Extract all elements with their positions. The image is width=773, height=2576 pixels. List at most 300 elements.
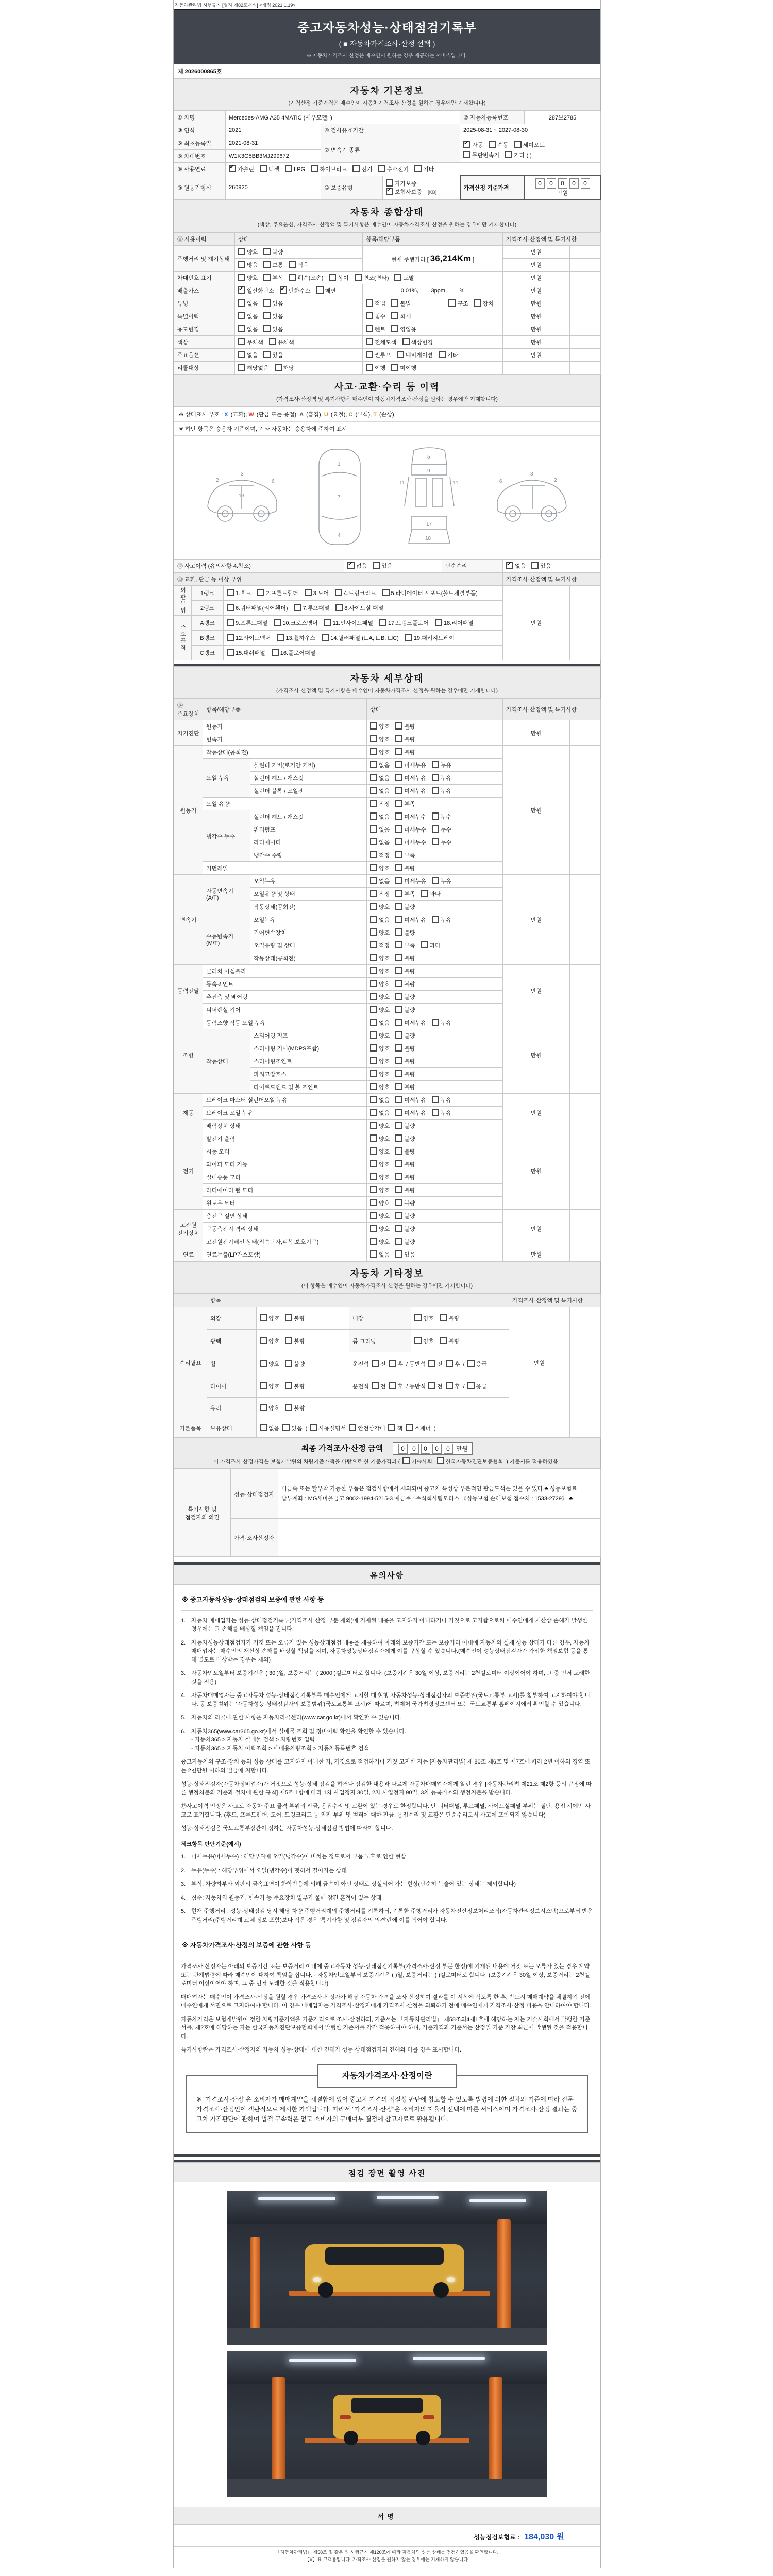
checkbox-icon[interactable]: [366, 364, 373, 371]
checkbox-option[interactable]: [370, 1044, 390, 1053]
checkbox-option[interactable]: [395, 838, 426, 846]
checkbox-icon[interactable]: [322, 634, 329, 641]
checkbox-icon[interactable]: [395, 1006, 402, 1013]
checkbox-icon[interactable]: [439, 351, 446, 358]
checkbox-icon[interactable]: [395, 1109, 402, 1116]
checkbox-option[interactable]: [388, 1424, 402, 1432]
checkbox-icon[interactable]: [370, 735, 377, 742]
checkbox-option[interactable]: [446, 1382, 460, 1391]
checkbox-option[interactable]: [260, 1424, 279, 1432]
checkbox-icon[interactable]: [260, 165, 267, 172]
checkbox-icon[interactable]: [395, 838, 402, 845]
checkbox-option[interactable]: [467, 1382, 487, 1391]
checkbox-option[interactable]: [370, 928, 390, 937]
checkbox-option[interactable]: [432, 838, 451, 846]
checkbox-option[interactable]: [260, 1404, 279, 1412]
checkbox-option[interactable]: [395, 1019, 426, 1027]
checkbox-icon[interactable]: [370, 1109, 377, 1116]
checkbox-icon[interactable]: [395, 954, 402, 961]
checkbox-icon[interactable]: [370, 774, 377, 781]
checkbox-icon[interactable]: [421, 890, 428, 897]
checkbox-icon[interactable]: [395, 1238, 402, 1245]
checkbox-option[interactable]: [366, 338, 397, 346]
checkbox-icon[interactable]: [432, 1096, 439, 1103]
checkbox-option[interactable]: [238, 325, 258, 333]
checkbox-option[interactable]: [238, 274, 258, 282]
checkbox-option[interactable]: [285, 1404, 305, 1412]
checkbox-option[interactable]: [432, 916, 451, 924]
checkbox-option[interactable]: [439, 351, 458, 359]
checkbox-option[interactable]: [414, 165, 434, 173]
checkbox-option[interactable]: [285, 1314, 305, 1323]
checkbox-option[interactable]: [391, 325, 416, 333]
checkbox-icon[interactable]: [370, 838, 377, 845]
checkbox-option[interactable]: [437, 1457, 503, 1465]
checkbox-option[interactable]: [263, 274, 283, 282]
checkbox-option[interactable]: [395, 1173, 415, 1181]
checkbox-icon[interactable]: [263, 248, 271, 255]
checkbox-icon[interactable]: [370, 1186, 377, 1193]
checkbox-icon[interactable]: [370, 1070, 377, 1077]
checkbox-icon[interactable]: [370, 864, 377, 871]
checkbox-option[interactable]: [432, 1019, 451, 1027]
checkbox-option[interactable]: [370, 1225, 390, 1233]
checkbox-option[interactable]: [395, 1186, 415, 1194]
checkbox-option[interactable]: [463, 141, 483, 149]
checkbox-icon[interactable]: [370, 851, 377, 858]
checkbox-icon[interactable]: [395, 864, 402, 871]
checkbox-option[interactable]: [355, 274, 389, 282]
checkbox-icon[interactable]: [386, 188, 393, 195]
checkbox-icon[interactable]: [263, 351, 271, 358]
checkbox-icon[interactable]: [238, 312, 245, 319]
checkbox-option[interactable]: [395, 787, 426, 795]
checkbox-option[interactable]: [378, 165, 409, 173]
checkbox-option[interactable]: [428, 1360, 443, 1368]
checkbox-icon[interactable]: [395, 928, 402, 936]
checkbox-icon[interactable]: [277, 634, 284, 641]
checkbox-icon[interactable]: [432, 774, 439, 781]
checkbox-option[interactable]: [366, 299, 385, 308]
part-checkbox-item[interactable]: [294, 604, 330, 612]
checkbox-icon[interactable]: [238, 274, 245, 281]
checkbox-icon[interactable]: [395, 1186, 402, 1193]
checkbox-option[interactable]: [366, 364, 385, 372]
checkbox-option[interactable]: [395, 967, 415, 975]
checkbox-icon[interactable]: [238, 351, 245, 358]
checkbox-icon[interactable]: [366, 299, 373, 307]
checkbox-option[interactable]: [352, 165, 372, 173]
checkbox-option[interactable]: [370, 1122, 390, 1130]
checkbox-icon[interactable]: [428, 1360, 435, 1367]
checkbox-option[interactable]: [373, 562, 392, 570]
checkbox-option[interactable]: [260, 165, 279, 173]
checkbox-icon[interactable]: [370, 1057, 377, 1064]
checkbox-icon[interactable]: [386, 179, 393, 187]
checkbox-option[interactable]: [329, 274, 348, 282]
checkbox-icon[interactable]: [227, 604, 234, 611]
checkbox-icon[interactable]: [437, 1457, 444, 1464]
checkbox-icon[interactable]: [370, 1134, 377, 1142]
checkbox-option[interactable]: [395, 1096, 426, 1104]
checkbox-icon[interactable]: [227, 589, 234, 596]
checkbox-icon[interactable]: [347, 562, 355, 569]
checkbox-icon[interactable]: [285, 1382, 292, 1389]
checkbox-option[interactable]: [238, 261, 258, 269]
checkbox-option[interactable]: [370, 1250, 390, 1259]
checkbox-icon[interactable]: [432, 1019, 439, 1026]
price-digit[interactable]: 0: [410, 1444, 419, 1454]
checkbox-option[interactable]: [370, 1134, 390, 1143]
checkbox-option[interactable]: [395, 916, 426, 924]
checkbox-option[interactable]: [440, 1337, 459, 1345]
checkbox-option[interactable]: [370, 1186, 390, 1194]
checkbox-option[interactable]: [506, 562, 526, 570]
checkbox-option[interactable]: [229, 165, 254, 173]
checkbox-option[interactable]: [395, 1147, 415, 1156]
checkbox-icon[interactable]: [285, 1337, 292, 1344]
checkbox-icon[interactable]: [391, 312, 398, 319]
checkbox-option[interactable]: [370, 1147, 390, 1156]
checkbox-icon[interactable]: [428, 1382, 435, 1389]
checkbox-icon[interactable]: [414, 1314, 422, 1321]
checkbox-option[interactable]: [370, 825, 390, 834]
checkbox-option[interactable]: [370, 1212, 390, 1220]
checkbox-option[interactable]: [432, 761, 451, 769]
checkbox-icon[interactable]: [370, 1044, 377, 1052]
checkbox-icon[interactable]: [432, 761, 439, 768]
checkbox-icon[interactable]: [391, 299, 398, 307]
checkbox-icon[interactable]: [229, 165, 236, 172]
checkbox-option[interactable]: [370, 980, 390, 988]
checkbox-icon[interactable]: [395, 1031, 402, 1039]
checkbox-option[interactable]: [238, 299, 258, 308]
checkbox-option[interactable]: [395, 1212, 415, 1220]
checkbox-icon[interactable]: [370, 1006, 377, 1013]
checkbox-icon[interactable]: [263, 299, 271, 307]
checkbox-icon[interactable]: [305, 589, 312, 596]
checkbox-icon[interactable]: [370, 722, 377, 730]
checkbox-icon[interactable]: [421, 941, 428, 948]
checkbox-icon[interactable]: [370, 825, 377, 833]
checkbox-icon[interactable]: [238, 338, 245, 345]
checkbox-option[interactable]: [395, 735, 415, 743]
checkbox-icon[interactable]: [463, 141, 470, 148]
checkbox-option[interactable]: [386, 188, 422, 196]
price-digit[interactable]: 0: [569, 178, 579, 189]
checkbox-option[interactable]: [370, 851, 390, 859]
checkbox-icon[interactable]: [257, 589, 264, 596]
checkbox-icon[interactable]: [382, 589, 390, 596]
checkbox-icon[interactable]: [395, 761, 402, 768]
checkbox-option[interactable]: [310, 1424, 346, 1432]
checkbox-icon[interactable]: [379, 619, 386, 626]
checkbox-icon[interactable]: [370, 980, 377, 987]
checkbox-option[interactable]: [370, 1083, 390, 1091]
part-checkbox-item[interactable]: [272, 649, 315, 657]
checkbox-option[interactable]: [395, 1070, 415, 1078]
price-digit[interactable]: 0: [444, 1444, 453, 1454]
checkbox-icon[interactable]: [238, 325, 245, 332]
part-checkbox-item[interactable]: [227, 649, 265, 657]
checkbox-icon[interactable]: [370, 1019, 377, 1026]
checkbox-icon[interactable]: [505, 151, 512, 158]
checkbox-icon[interactable]: [335, 589, 342, 596]
checkbox-option[interactable]: [432, 825, 451, 834]
price-digit[interactable]: 0: [547, 178, 556, 189]
checkbox-option[interactable]: [263, 248, 283, 256]
checkbox-icon[interactable]: [474, 299, 481, 307]
checkbox-option[interactable]: [395, 800, 415, 808]
part-checkbox-item[interactable]: [382, 589, 478, 597]
checkbox-option[interactable]: [406, 1424, 431, 1432]
checkbox-option[interactable]: [370, 1160, 390, 1168]
part-checkbox-item[interactable]: [257, 589, 298, 597]
checkbox-icon[interactable]: [238, 286, 245, 294]
checkbox-icon[interactable]: [395, 812, 402, 820]
checkbox-icon[interactable]: [395, 722, 402, 730]
checkbox-option[interactable]: [395, 993, 415, 1001]
checkbox-icon[interactable]: [514, 141, 522, 148]
checkbox-option[interactable]: [440, 1314, 459, 1323]
part-checkbox-item[interactable]: [277, 634, 315, 642]
checkbox-option[interactable]: [394, 274, 414, 282]
checkbox-icon[interactable]: [395, 851, 402, 858]
checkbox-icon[interactable]: [432, 812, 439, 820]
checkbox-icon[interactable]: [395, 748, 402, 755]
part-checkbox-item[interactable]: [435, 619, 474, 627]
checkbox-icon[interactable]: [260, 1424, 267, 1431]
checkbox-option[interactable]: [395, 1199, 415, 1207]
checkbox-option[interactable]: [263, 325, 283, 333]
checkbox-icon[interactable]: [272, 649, 279, 656]
checkbox-icon[interactable]: [366, 351, 373, 358]
checkbox-option[interactable]: [370, 1006, 390, 1014]
checkbox-icon[interactable]: [370, 1225, 377, 1232]
checkbox-icon[interactable]: [370, 1083, 377, 1090]
checkbox-icon[interactable]: [285, 1360, 292, 1367]
checkbox-option[interactable]: [370, 1238, 390, 1246]
checkbox-icon[interactable]: [227, 619, 234, 626]
checkbox-icon[interactable]: [370, 1096, 377, 1103]
checkbox-option[interactable]: [370, 787, 390, 795]
checkbox-option[interactable]: [432, 1096, 451, 1104]
checkbox-option[interactable]: [347, 562, 367, 570]
checkbox-option[interactable]: [395, 748, 415, 756]
checkbox-icon[interactable]: [370, 812, 377, 820]
checkbox-option[interactable]: [391, 299, 411, 308]
part-checkbox-item[interactable]: [405, 634, 455, 642]
checkbox-icon[interactable]: [238, 299, 245, 307]
checkbox-option[interactable]: [370, 993, 390, 1001]
price-digit[interactable]: 0: [432, 1444, 442, 1454]
checkbox-icon[interactable]: [238, 261, 245, 268]
checkbox-icon[interactable]: [395, 1225, 402, 1232]
checkbox-option[interactable]: [395, 722, 415, 731]
checkbox-option[interactable]: [395, 1134, 415, 1143]
checkbox-option[interactable]: [349, 1424, 385, 1432]
checkbox-option[interactable]: [395, 1238, 415, 1246]
checkbox-icon[interactable]: [395, 774, 402, 781]
checkbox-icon[interactable]: [467, 1382, 475, 1389]
checkbox-option[interactable]: [260, 1314, 279, 1323]
checkbox-icon[interactable]: [440, 1337, 447, 1344]
checkbox-icon[interactable]: [395, 1134, 402, 1142]
checkbox-option[interactable]: [269, 338, 294, 346]
checkbox-icon[interactable]: [395, 1044, 402, 1052]
checkbox-option[interactable]: [448, 299, 468, 308]
checkbox-icon[interactable]: [227, 634, 234, 641]
checkbox-icon[interactable]: [324, 619, 331, 626]
checkbox-option[interactable]: [432, 812, 451, 821]
checkbox-option[interactable]: [370, 1070, 390, 1078]
checkbox-option[interactable]: [370, 838, 390, 846]
checkbox-icon[interactable]: [280, 286, 287, 294]
checkbox-option[interactable]: [421, 890, 441, 898]
checkbox-option[interactable]: [370, 1199, 390, 1207]
checkbox-option[interactable]: [370, 800, 390, 808]
checkbox-option[interactable]: [395, 1122, 415, 1130]
checkbox-option[interactable]: [370, 1019, 390, 1027]
checkbox-icon[interactable]: [349, 1424, 356, 1431]
checkbox-icon[interactable]: [489, 141, 496, 148]
price-digit[interactable]: 0: [535, 178, 545, 189]
part-checkbox-item[interactable]: [335, 604, 383, 612]
checkbox-option[interactable]: [395, 1225, 415, 1233]
checkbox-icon[interactable]: [370, 748, 377, 755]
checkbox-option[interactable]: [395, 890, 415, 898]
price-digit[interactable]: 0: [558, 178, 567, 189]
checkbox-option[interactable]: [432, 787, 451, 795]
checkbox-icon[interactable]: [260, 1382, 267, 1389]
checkbox-icon[interactable]: [355, 274, 362, 281]
checkbox-icon[interactable]: [432, 1109, 439, 1116]
checkbox-option[interactable]: [402, 338, 433, 346]
checkbox-icon[interactable]: [373, 562, 380, 569]
checkbox-option[interactable]: [414, 1314, 434, 1323]
part-checkbox-item[interactable]: [305, 589, 329, 597]
price-digit[interactable]: 0: [398, 1444, 408, 1454]
checkbox-icon[interactable]: [402, 338, 410, 345]
part-checkbox-item[interactable]: [227, 619, 267, 627]
checkbox-icon[interactable]: [263, 274, 271, 281]
checkbox-icon[interactable]: [432, 916, 439, 923]
checkbox-icon[interactable]: [395, 1199, 402, 1206]
checkbox-icon[interactable]: [395, 1212, 402, 1219]
checkbox-icon[interactable]: [372, 1360, 379, 1367]
checkbox-option[interactable]: [370, 1096, 390, 1104]
checkbox-option[interactable]: [395, 928, 415, 937]
checkbox-icon[interactable]: [370, 787, 377, 794]
checkbox-icon[interactable]: [372, 1382, 379, 1389]
checkbox-icon[interactable]: [285, 1314, 292, 1321]
checkbox-icon[interactable]: [388, 1424, 395, 1431]
checkbox-icon[interactable]: [389, 1360, 396, 1367]
checkbox-option[interactable]: [238, 338, 263, 346]
checkbox-icon[interactable]: [370, 928, 377, 936]
part-checkbox-item[interactable]: [324, 619, 373, 627]
checkbox-icon[interactable]: [238, 248, 245, 255]
checkbox-option[interactable]: [395, 1250, 415, 1259]
checkbox-icon[interactable]: [395, 1160, 402, 1167]
checkbox-icon[interactable]: [260, 1360, 267, 1367]
checkbox-option[interactable]: [395, 1006, 415, 1014]
checkbox-option[interactable]: [395, 851, 415, 859]
checkbox-option[interactable]: [397, 351, 433, 359]
checkbox-icon[interactable]: [395, 1083, 402, 1090]
checkbox-icon[interactable]: [294, 604, 301, 611]
checkbox-icon[interactable]: [274, 619, 281, 626]
checkbox-icon[interactable]: [263, 261, 271, 268]
checkbox-icon[interactable]: [289, 261, 296, 268]
checkbox-icon[interactable]: [289, 274, 296, 281]
checkbox-icon[interactable]: [311, 165, 318, 172]
checkbox-icon[interactable]: [406, 1424, 413, 1431]
checkbox-option[interactable]: [505, 151, 532, 159]
checkbox-option[interactable]: [263, 351, 283, 359]
checkbox-option[interactable]: [238, 286, 274, 295]
checkbox-option[interactable]: [474, 299, 494, 308]
checkbox-icon[interactable]: [395, 877, 402, 884]
checkbox-icon[interactable]: [285, 165, 292, 172]
checkbox-icon[interactable]: [395, 1122, 402, 1129]
checkbox-option[interactable]: [514, 141, 545, 149]
checkbox-icon[interactable]: [370, 1212, 377, 1219]
checkbox-option[interactable]: [395, 864, 415, 872]
checkbox-icon[interactable]: [227, 649, 234, 656]
checkbox-option[interactable]: [391, 312, 411, 320]
checkbox-icon[interactable]: [395, 735, 402, 742]
checkbox-icon[interactable]: [448, 299, 456, 307]
checkbox-option[interactable]: [370, 774, 390, 782]
checkbox-icon[interactable]: [432, 838, 439, 845]
checkbox-icon[interactable]: [370, 761, 377, 768]
checkbox-icon[interactable]: [370, 1250, 377, 1258]
checkbox-icon[interactable]: [446, 1360, 453, 1367]
checkbox-icon[interactable]: [402, 1457, 410, 1464]
checkbox-icon[interactable]: [370, 916, 377, 923]
checkbox-icon[interactable]: [285, 1404, 292, 1411]
checkbox-option[interactable]: [370, 864, 390, 872]
checkbox-option[interactable]: [370, 735, 390, 743]
checkbox-icon[interactable]: [370, 941, 377, 948]
checkbox-icon[interactable]: [260, 1404, 267, 1411]
checkbox-option[interactable]: [370, 954, 390, 962]
checkbox-option[interactable]: [395, 1031, 415, 1040]
part-checkbox-item[interactable]: [227, 634, 271, 642]
checkbox-icon[interactable]: [310, 1424, 317, 1431]
checkbox-icon[interactable]: [389, 1382, 396, 1389]
checkbox-icon[interactable]: [370, 1160, 377, 1167]
checkbox-option[interactable]: [432, 877, 451, 885]
checkbox-icon[interactable]: [316, 286, 324, 294]
checkbox-icon[interactable]: [282, 1424, 290, 1431]
checkbox-option[interactable]: [463, 151, 499, 159]
checkbox-icon[interactable]: [531, 562, 539, 569]
checkbox-option[interactable]: [531, 562, 551, 570]
checkbox-icon[interactable]: [397, 351, 404, 358]
checkbox-option[interactable]: [395, 1044, 415, 1053]
checkbox-option[interactable]: [467, 1360, 487, 1368]
checkbox-option[interactable]: [395, 761, 426, 769]
checkbox-icon[interactable]: [263, 325, 271, 332]
checkbox-icon[interactable]: [395, 1019, 402, 1026]
checkbox-icon[interactable]: [395, 967, 402, 974]
checkbox-icon[interactable]: [260, 1314, 267, 1321]
checkbox-icon[interactable]: [370, 1238, 377, 1245]
checkbox-icon[interactable]: [395, 993, 402, 1000]
checkbox-icon[interactable]: [394, 274, 401, 281]
